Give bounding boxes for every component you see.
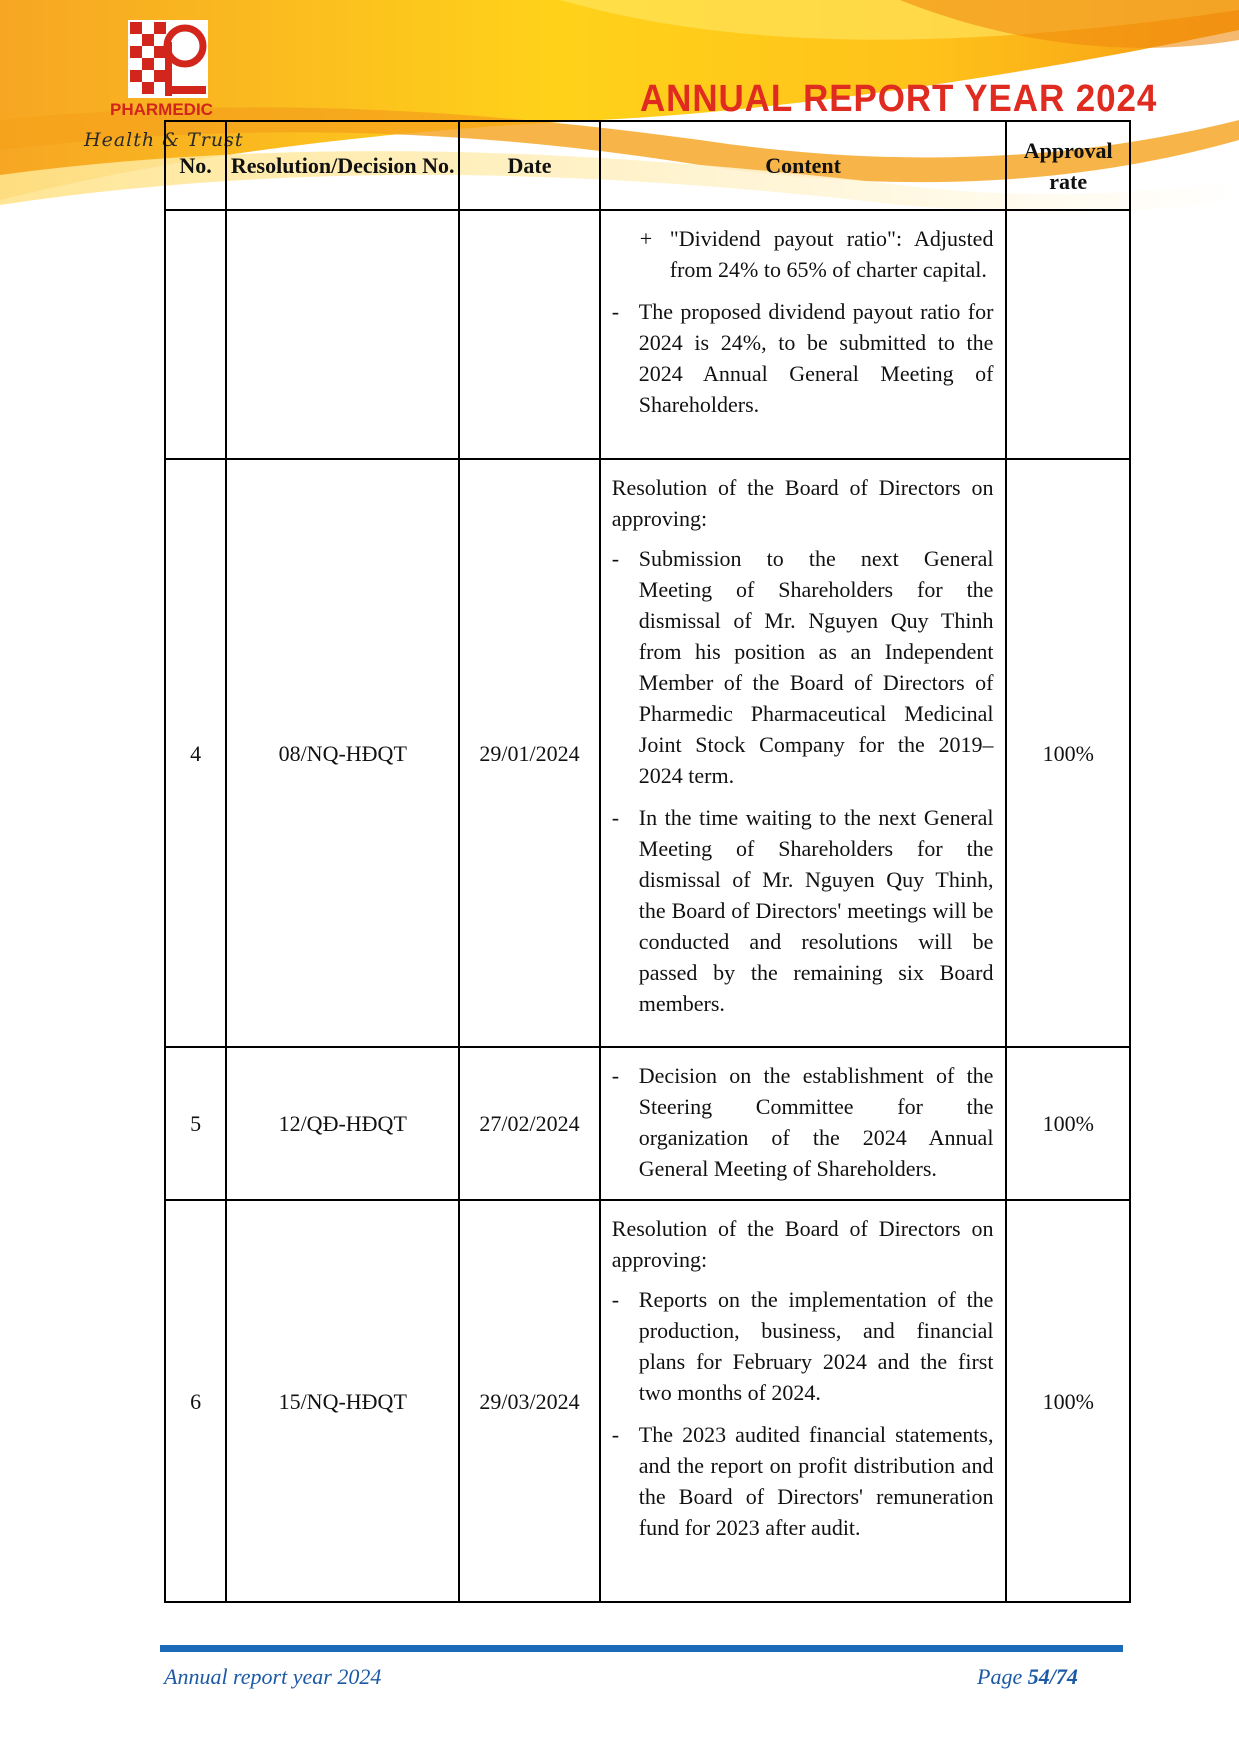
row-content bbox=[600, 1047, 1007, 1200]
bullet-marker: - bbox=[611, 546, 620, 571]
row-resolution: 12/QĐ-HĐQT bbox=[226, 1047, 459, 1200]
content-item-text: The 2023 audited financial statements, and the report on profit distribution and the Board of Directors' remuneration fund for 2023 after audit. bbox=[638, 1422, 994, 1540]
bullet-marker: - bbox=[611, 1287, 620, 1312]
bullet-marker: - bbox=[611, 299, 620, 324]
row-content bbox=[600, 210, 1007, 459]
row-no: 6 bbox=[165, 1200, 226, 1602]
content-item bbox=[612, 543, 994, 791]
report-title: ANNUAL REPORT YEAR 2024 bbox=[640, 78, 1158, 120]
pharmedic-logo bbox=[128, 20, 208, 98]
footer-divider bbox=[160, 1645, 1123, 1652]
page-number bbox=[977, 1664, 1078, 1690]
row-content bbox=[600, 459, 1007, 1047]
row-rate: 100% bbox=[1006, 1047, 1130, 1200]
row-rate: 100% bbox=[1006, 459, 1130, 1047]
bullet-marker: - bbox=[611, 805, 620, 830]
bullet-marker: + bbox=[639, 226, 653, 251]
header-no: No. bbox=[165, 121, 226, 210]
table-row bbox=[165, 1200, 1130, 1602]
row-resolution: 15/NQ-HĐQT bbox=[226, 1200, 459, 1602]
row-resolution: 08/NQ-HĐQT bbox=[226, 459, 459, 1047]
table-header-row bbox=[165, 121, 1130, 210]
footer-report-label: Annual report year 2024 bbox=[164, 1664, 382, 1689]
resolutions-table bbox=[164, 120, 1131, 1603]
content-item-text: Submission to the next General Meeting of Shareholders for the dismissal of Mr. Nguyen Quy Thinh from his position as an Independent Member of the Board of Directors of Pharmedic Pharmaceutical Medicinal Joint Stock Company for the 2019–2024 term. bbox=[638, 546, 994, 788]
table-row bbox=[165, 1047, 1130, 1200]
table-row bbox=[165, 459, 1130, 1047]
row-no: 4 bbox=[165, 459, 226, 1047]
page-label: Page bbox=[977, 1664, 1023, 1689]
header-date: Date bbox=[459, 121, 600, 210]
table-row bbox=[165, 210, 1130, 459]
content-item bbox=[612, 296, 994, 420]
header-content: Content bbox=[600, 121, 1007, 210]
brand-name: PHARMEDIC bbox=[110, 100, 213, 119]
content-item-text: The proposed dividend payout ratio for 2024 is 24%, to be submitted to the 2024 Annual General Meeting of Shareholders. bbox=[638, 299, 994, 417]
row-rate: 100% bbox=[1006, 1200, 1130, 1602]
content-item bbox=[612, 1284, 994, 1408]
row-date: 29/01/2024 bbox=[459, 459, 600, 1047]
header-approval-rate: Approval rate bbox=[1006, 121, 1130, 210]
row-resolution bbox=[226, 210, 459, 459]
content-intro: Resolution of the Board of Directors on approving: bbox=[611, 475, 994, 531]
bullet-marker: - bbox=[611, 1063, 620, 1088]
row-rate bbox=[1006, 210, 1130, 459]
row-content bbox=[600, 1200, 1007, 1602]
content-item-text: Reports on the implementation of the production, business, and financial plans for February 2024 and the first two months of 2024. bbox=[638, 1287, 994, 1405]
header-resolution: Resolution/Decision No. bbox=[226, 121, 459, 210]
content-item bbox=[612, 1060, 994, 1184]
content-item bbox=[612, 802, 994, 1019]
content-item-text: In the time waiting to the next General Meeting of Shareholders for the dismissal of Mr. Nguyen Quy Thinh, the Board of Directors' meetings will be conducted and resolutions will be passed by the remaining six Board members. bbox=[638, 805, 994, 1016]
content-item-text: "Dividend payout ratio": Adjusted from 24% to 65% of charter capital. bbox=[669, 226, 994, 282]
content-item bbox=[612, 1419, 994, 1543]
row-no: 5 bbox=[165, 1047, 226, 1200]
content-item bbox=[612, 223, 994, 285]
content-item-text: Decision on the establishment of the Steering Committee for the organization of the 2024 Annual General Meeting of Shareholders. bbox=[638, 1063, 994, 1181]
page-value: 54/74 bbox=[1027, 1664, 1078, 1689]
row-date bbox=[459, 210, 600, 459]
content-intro: Resolution of the Board of Directors on approving: bbox=[611, 1216, 994, 1272]
row-no bbox=[165, 210, 226, 459]
brand-slogan: Health & Trust bbox=[84, 129, 244, 151]
bullet-marker: - bbox=[611, 1422, 620, 1447]
row-date: 27/02/2024 bbox=[459, 1047, 600, 1200]
row-date: 29/03/2024 bbox=[459, 1200, 600, 1602]
